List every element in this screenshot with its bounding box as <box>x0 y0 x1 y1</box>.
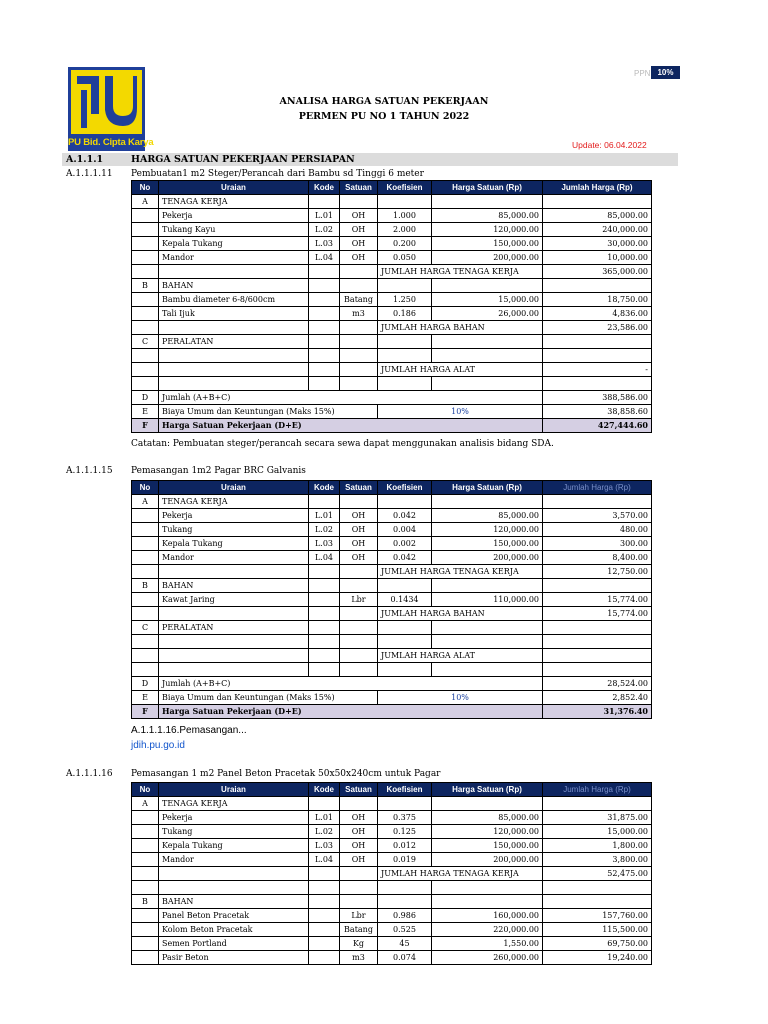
item-code: A.1.1.1.16 <box>66 769 113 779</box>
table-row: Mandor L.04 OH 0.042 200,000.00 8,400.00 <box>132 551 652 565</box>
table-row: Semen Portland Kg 45 1,550.00 69,750.00 <box>132 936 652 950</box>
table-row: Bambu diameter 6-8/600cm Batang 1.250 15,000.00 18,750.00 <box>132 293 652 307</box>
table-row: Tali Ijuk m3 0.186 26,000.00 4,836.00 <box>132 307 652 321</box>
table-row: C PERALATAN <box>132 621 652 635</box>
table-row: Kolom Beton Pracetak Batang 0.525 220,000.00 115,500.00 <box>132 922 652 936</box>
table-header: No Uraian Kode Satuan Koefisien Harga Satuan (Rp) Jumlah Harga (Rp) <box>132 481 652 495</box>
doc-title: ANALISA HARGA SATUAN PEKERJAAN <box>279 96 489 107</box>
table-row <box>132 881 652 895</box>
ahs-table-3 <box>131 782 652 965</box>
pu-logo <box>68 67 154 151</box>
ppn-label: PPN <box>634 69 651 78</box>
item-title: Pembuatan1 m2 Steger/Perancah dari Bambu sd Tinggi 6 meter <box>131 169 424 179</box>
subtotal-row: JUMLAH HARGA TENAGA KERJA 52,475.00 <box>132 867 652 881</box>
note-text: Catatan: Pembuatan steger/perancah secara sewa dapat menggunakan analisis bidang SDA. <box>131 439 554 449</box>
doc-subtitle: PERMEN PU NO 1 TAHUN 2022 <box>298 111 470 122</box>
subtotal-row: JUMLAH HARGA TENAGA KERJA 365,000.00 <box>132 265 652 279</box>
table-row: B BAHAN <box>132 894 652 908</box>
ppn-value: 10% <box>651 66 680 79</box>
table-row: Kepala Tukang L.03 OH 0.012 150,000.00 1,800.00 <box>132 839 652 853</box>
table-row: Kepala Tukang L.03 OH 0.002 150,000.00 300.00 <box>132 537 652 551</box>
between-text: A.1.1.1.16.Pemasangan... <box>131 725 247 736</box>
item-code: A.1.1.1.15 <box>66 466 113 476</box>
table-row: A TENAGA KERJA <box>132 195 652 209</box>
section-title: HARGA SATUAN PEKERJAAN PERSIAPAN <box>131 154 355 165</box>
table-row: Tukang L.02 OH 0.004 120,000.00 480.00 <box>132 523 652 537</box>
final-price-row: F Harga Satuan Pekerjaan (D+E) 31,376.40 <box>132 704 652 718</box>
subtotal-row: JUMLAH HARGA TENAGA KERJA 12,750.00 <box>132 565 652 579</box>
table-row <box>132 349 652 363</box>
table-row: Kepala Tukang L.03 OH 0.200 150,000.00 30,000.00 <box>132 237 652 251</box>
subtotal-row: JUMLAH HARGA BAHAN 15,774.00 <box>132 607 652 621</box>
table-row <box>132 376 652 390</box>
table-row <box>132 635 652 649</box>
section-code: A.1.1.1 <box>66 154 104 165</box>
table-row: Panel Beton Pracetak Lbr 0.986 160,000.00 157,760.00 <box>132 908 652 922</box>
item-title: Pemasangan 1 m2 Panel Beton Pracetak 50x50x240cm untuk Pagar <box>131 769 441 779</box>
subtotal-row: JUMLAH HARGA BAHAN 23,586.00 <box>132 321 652 335</box>
total-row: D Jumlah (A+B+C) 388,586.00 <box>132 390 652 404</box>
table-row: Pekerja L.01 OH 0.042 85,000.00 3,570.00 <box>132 509 652 523</box>
logo-caption: PU Bid. Cipta Karya <box>68 134 145 151</box>
table-row: Pekerja L.01 OH 0.375 85,000.00 31,875.00 <box>132 811 652 825</box>
table-row: Tukang Kayu L.02 OH 2.000 120,000.00 240,000.00 <box>132 223 652 237</box>
overhead-row: E Biaya Umum dan Keuntungan (Maks 15%) 10% 38,858.60 <box>132 404 652 418</box>
table-row <box>132 662 652 676</box>
table-row: Pasir Beton m3 0.074 260,000.00 19,240.00 <box>132 950 652 964</box>
subtotal-row: JUMLAH HARGA ALAT - <box>132 362 652 376</box>
update-date: Update: 06.04.2022 <box>572 140 647 150</box>
table-row: C PERALATAN <box>132 335 652 349</box>
subtotal-row: JUMLAH HARGA ALAT <box>132 648 652 662</box>
item-code: A.1.1.1.11 <box>66 169 113 179</box>
table-row: B BAHAN <box>132 579 652 593</box>
overhead-row: E Biaya Umum dan Keuntungan (Maks 15%) 10% 2,852.40 <box>132 690 652 704</box>
ahs-table-2 <box>131 480 652 719</box>
ahs-table-1 <box>131 180 652 433</box>
final-price-row: F Harga Satuan Pekerjaan (D+E) 427,444.60 <box>132 418 652 432</box>
item-title: Pemasangan 1m2 Pagar BRC Galvanis <box>131 466 306 476</box>
table-row: Kawat Jaring Lbr 0.1434 110,000.00 15,774.00 <box>132 593 652 607</box>
table-row: Pekerja L.01 OH 1.000 85,000.00 85,000.00 <box>132 209 652 223</box>
table-row: Tukang L.02 OH 0.125 120,000.00 15,000.00 <box>132 825 652 839</box>
table-row: B BAHAN <box>132 279 652 293</box>
table-row: A TENAGA KERJA <box>132 495 652 509</box>
table-header: No Uraian Kode Satuan Koefisien Harga Satuan (Rp) Jumlah Harga (Rp) <box>132 783 652 797</box>
total-row: D Jumlah (A+B+C) 28,524.00 <box>132 676 652 690</box>
jdih-link[interactable]: jdih.pu.go.id <box>131 740 185 751</box>
table-row: Mandor L.04 OH 0.019 200,000.00 3,800.00 <box>132 853 652 867</box>
table-row: Mandor L.04 OH 0.050 200,000.00 10,000.00 <box>132 251 652 265</box>
table-header: No Uraian Kode Satuan Koefisien Harga Satuan (Rp) Jumlah Harga (Rp) <box>132 181 652 195</box>
table-row: A TENAGA KERJA <box>132 797 652 811</box>
